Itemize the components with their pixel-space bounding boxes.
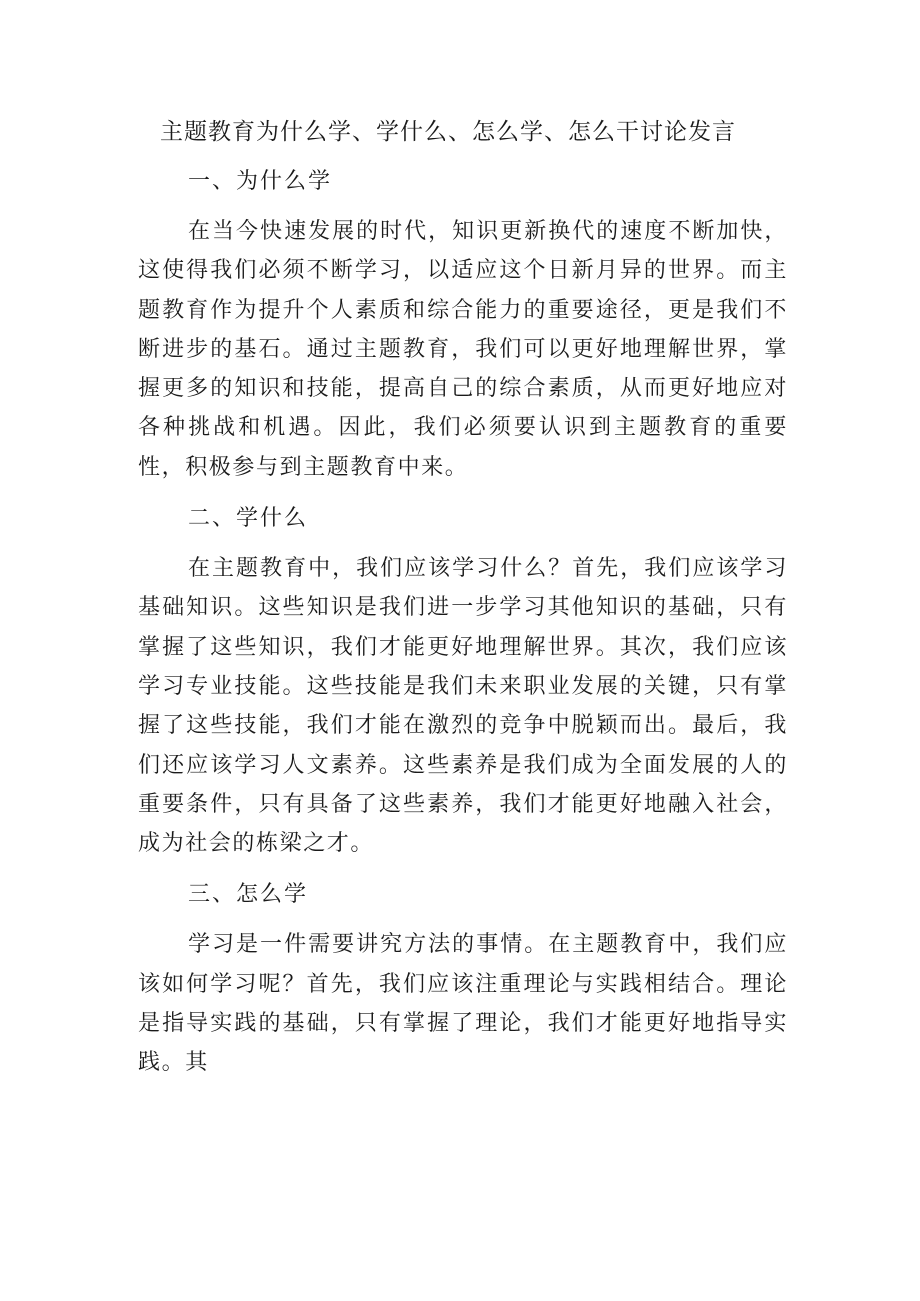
section-what-to-learn [138,497,788,863]
section-how-to-learn [138,873,788,1082]
section-paragraph: 在主题教育中，我们应该学习什么？首先，我们应该学习基础知识。这些知识是我们进一步学习其他知识的基础，只有掌握了这些知识，我们才能更好地理解世界。其次，我们应该学习专业技能。这些技能是我们未来职业发展的关键，只有掌握了这些技能，我们才能在激烈的竞争中脱颖而出。最后，我们还应该学习人文素养。这些素养是我们成为全面发展的人的重要条件，只有具备了这些素养，我们才能更好地融入社会，成为社会的栋梁之才。 [138,556,788,857]
section-heading: 一、为什么学 [188,169,333,194]
section-paragraph: 学习是一件需要讲究方法的事情。在主题教育中，我们应该如何学习呢？首先，我们应该注重理论与实践相结合。理论是指导实践的基础，只有掌握了理论，我们才能更好地指导实践。其 [138,932,788,1076]
section-heading: 三、怎么学 [188,882,309,908]
document-title: 主题教育为什么学、学什么、怎么学、怎么干讨论发言 [160,119,736,145]
section-paragraph: 在当今快速发展的时代，知识更新换代的速度不断加快，这使得我们必须不断学习，以适应这个日新月异的世界。而主题教育作为提升个人素质和综合能力的重要途径，更是我们不断进步的基石。通过主题教育，我们可以更好地理解世界，掌握更多的知识和技能，提高自己的综合素质，从而更好地应对各种挑战和机遇。因此，我们必须要认识到主题教育的重要性，积极参与到主题教育中来。 [138,219,788,480]
document-page [138,110,788,1093]
section-heading: 二、学什么 [188,506,309,532]
section-why-learn [138,160,788,487]
